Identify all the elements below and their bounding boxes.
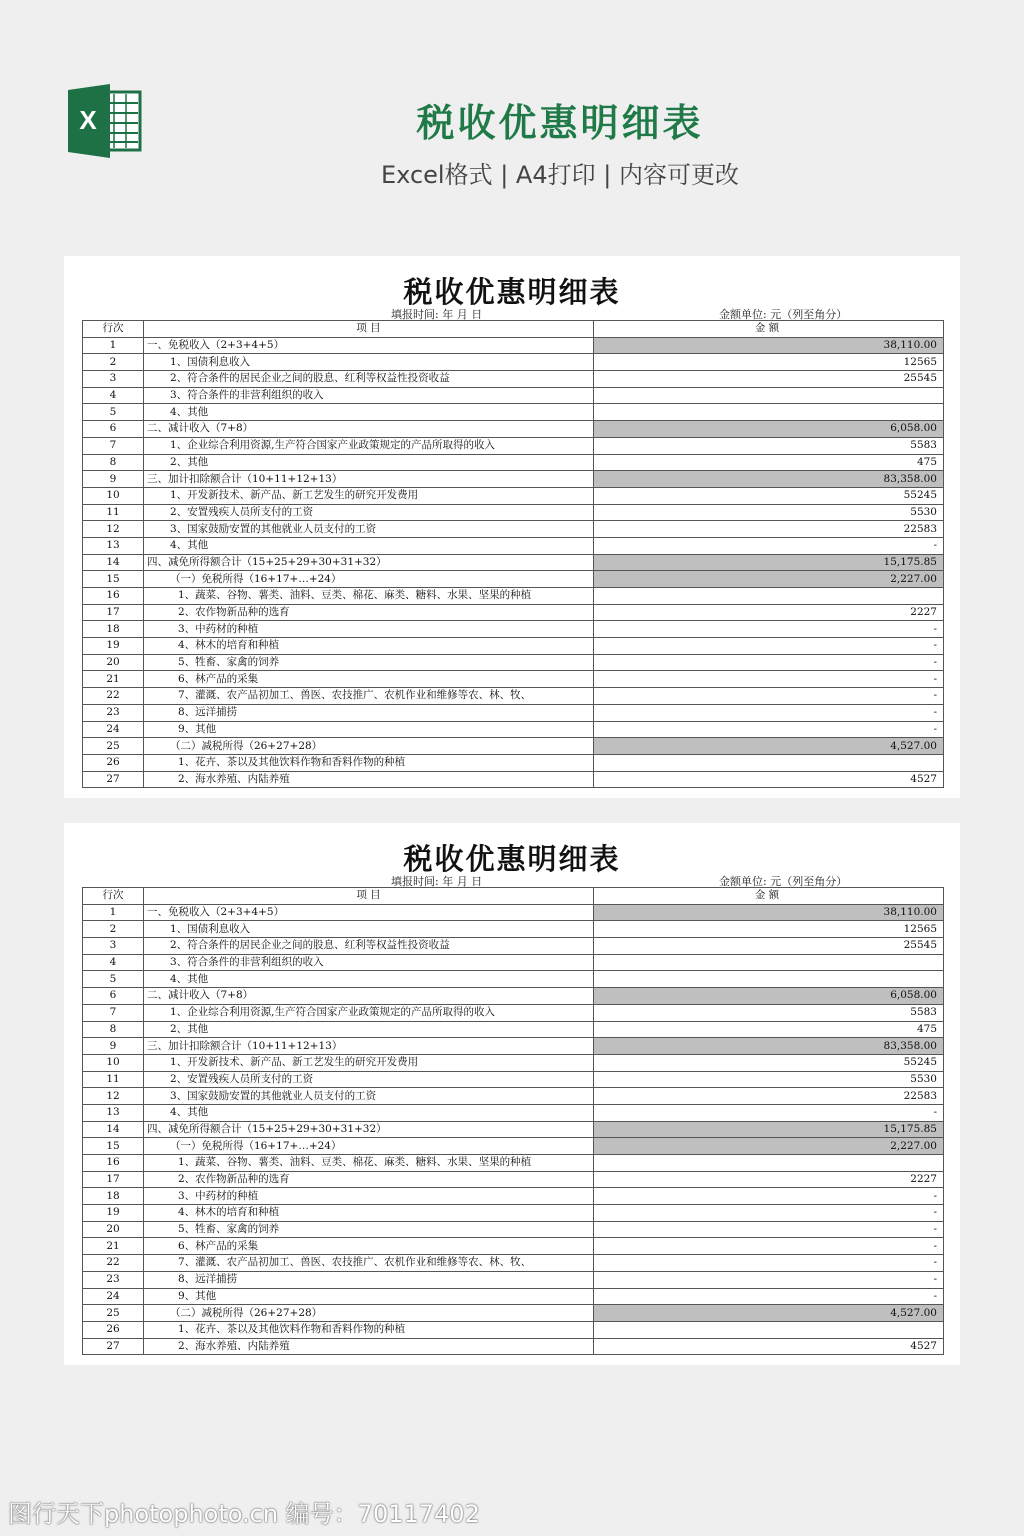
row-amount-cell: -	[594, 1221, 944, 1238]
row-amount-cell	[594, 1155, 944, 1172]
row-amount-cell: 2,227.00	[594, 1138, 944, 1155]
row-number-cell: 27	[83, 1338, 144, 1355]
row-number-cell: 13	[83, 537, 144, 554]
table-row	[83, 754, 944, 771]
table-row	[83, 721, 944, 738]
row-amount-cell	[594, 954, 944, 971]
table-row	[83, 421, 944, 438]
row-number-cell: 19	[83, 1205, 144, 1222]
table-row	[83, 1104, 944, 1121]
table-row	[83, 671, 944, 688]
row-amount-cell: 25545	[594, 938, 944, 955]
row-number-cell: 21	[83, 671, 144, 688]
table-row	[83, 1088, 944, 1105]
table-row	[83, 921, 944, 938]
table-row	[83, 1121, 944, 1138]
row-amount-cell: -	[594, 1288, 944, 1305]
row-number-cell: 12	[83, 521, 144, 538]
row-number-cell: 25	[83, 738, 144, 755]
row-amount-cell: -	[594, 704, 944, 721]
row-amount-cell	[594, 971, 944, 988]
table-row	[83, 1155, 944, 1172]
table-row	[83, 988, 944, 1005]
row-number-cell: 18	[83, 621, 144, 638]
row-item-cell: （二）减税所得（26+27+28）	[144, 1305, 594, 1322]
sheet-preview-2	[64, 823, 960, 1365]
table-row	[83, 771, 944, 788]
col-header-amount: 金 额	[594, 321, 944, 338]
row-number-cell: 16	[83, 1155, 144, 1172]
row-item-cell: （一）免税所得（16+17+…+24）	[144, 1138, 594, 1155]
row-number-cell: 17	[83, 604, 144, 621]
row-amount-cell: -	[594, 671, 944, 688]
row-item-cell: 3、中药材的种植	[144, 621, 594, 638]
row-item-cell: 2、海水养殖、内陆养殖	[144, 771, 594, 788]
row-amount-cell: 2227	[594, 1171, 944, 1188]
row-amount-cell: 83,358.00	[594, 1038, 944, 1055]
row-amount-cell: 38,110.00	[594, 904, 944, 921]
row-amount-cell	[594, 387, 944, 404]
table-header-row	[83, 888, 944, 905]
col-header-item: 项 目	[144, 321, 594, 338]
row-number-cell: 26	[83, 1321, 144, 1338]
row-number-cell: 25	[83, 1305, 144, 1322]
row-item-cell: 三、加计扣除额合计（10+11+12+13）	[144, 1038, 594, 1055]
table-row	[83, 604, 944, 621]
row-item-cell: 2、符合条件的居民企业之间的股息、红利等权益性投资收益	[144, 371, 594, 388]
table-row	[83, 1255, 944, 1272]
row-number-cell: 6	[83, 988, 144, 1005]
table-row	[83, 1171, 944, 1188]
row-number-cell: 3	[83, 938, 144, 955]
row-item-cell: 4、其他	[144, 971, 594, 988]
row-amount-cell: 12565	[594, 354, 944, 371]
sheet-preview-1	[64, 256, 960, 798]
amount-unit-label: 金额单位: 元（列至角分）	[719, 308, 848, 321]
table-row	[83, 1188, 944, 1205]
row-number-cell: 19	[83, 638, 144, 655]
row-amount-cell: -	[594, 1271, 944, 1288]
row-number-cell: 20	[83, 654, 144, 671]
row-item-cell: 1、花卉、茶以及其他饮料作物和香料作物的种植	[144, 754, 594, 771]
table-row	[83, 437, 944, 454]
row-item-cell: 8、远洋捕捞	[144, 704, 594, 721]
table-row	[83, 1021, 944, 1038]
row-number-cell: 17	[83, 1171, 144, 1188]
table-row	[83, 1338, 944, 1355]
page-subtitle: Excel格式 | A4打印 | 内容可更改	[381, 161, 739, 189]
row-item-cell: 1、国债利息收入	[144, 921, 594, 938]
table-row	[83, 337, 944, 354]
table-row	[83, 504, 944, 521]
row-amount-cell: -	[594, 621, 944, 638]
row-amount-cell	[594, 1321, 944, 1338]
page-header	[0, 0, 1024, 240]
table-row	[83, 1071, 944, 1088]
row-amount-cell: 5530	[594, 504, 944, 521]
row-amount-cell: 55245	[594, 487, 944, 504]
row-amount-cell: 38,110.00	[594, 337, 944, 354]
table-row	[83, 371, 944, 388]
row-number-cell: 21	[83, 1238, 144, 1255]
row-amount-cell: 2,227.00	[594, 571, 944, 588]
row-amount-cell: 83,358.00	[594, 471, 944, 488]
table-row	[83, 1221, 944, 1238]
row-number-cell: 8	[83, 454, 144, 471]
row-number-cell: 1	[83, 337, 144, 354]
fill-time-label: 填报时间: 年 月 日	[391, 875, 483, 888]
row-number-cell: 23	[83, 704, 144, 721]
table-row	[83, 971, 944, 988]
fill-time-label: 填报时间: 年 月 日	[391, 308, 483, 321]
row-item-cell: 4、林木的培育和种植	[144, 638, 594, 655]
row-number-cell: 10	[83, 1054, 144, 1071]
row-amount-cell: 22583	[594, 521, 944, 538]
table-row	[83, 1238, 944, 1255]
row-number-cell: 27	[83, 771, 144, 788]
row-item-cell: 1、企业综合利用资源,生产符合国家产业政策规定的产品所取得的收入	[144, 437, 594, 454]
row-item-cell: 3、国家鼓励安置的其他就业人员支付的工资	[144, 521, 594, 538]
table-row	[83, 454, 944, 471]
row-item-cell: 1、企业综合利用资源,生产符合国家产业政策规定的产品所取得的收入	[144, 1004, 594, 1021]
table-row	[83, 638, 944, 655]
table-row	[83, 704, 944, 721]
table-header-row	[83, 321, 944, 338]
col-header-item: 项 目	[144, 888, 594, 905]
table-row	[83, 1138, 944, 1155]
row-item-cell: 4、其他	[144, 1104, 594, 1121]
row-number-cell: 4	[83, 954, 144, 971]
table-row	[83, 688, 944, 705]
row-amount-cell: -	[594, 721, 944, 738]
row-amount-cell: -	[594, 654, 944, 671]
row-number-cell: 11	[83, 504, 144, 521]
row-item-cell: 1、蔬菜、谷物、薯类、油料、豆类、棉花、麻类、糖料、水果、坚果的种植	[144, 1155, 594, 1172]
row-amount-cell: -	[594, 1104, 944, 1121]
table-row	[83, 404, 944, 421]
row-item-cell: 3、符合条件的非营利组织的收入	[144, 954, 594, 971]
row-amount-cell: 25545	[594, 371, 944, 388]
table-row	[83, 387, 944, 404]
table-row	[83, 621, 944, 638]
row-amount-cell: 4527	[594, 771, 944, 788]
table-row	[83, 471, 944, 488]
table-row	[83, 904, 944, 921]
row-item-cell: 2、符合条件的居民企业之间的股息、红利等权益性投资收益	[144, 938, 594, 955]
table-row	[83, 1205, 944, 1222]
table-row	[83, 521, 944, 538]
row-number-cell: 8	[83, 1021, 144, 1038]
col-header-no: 行次	[83, 321, 144, 338]
row-item-cell: （一）免税所得（16+17+…+24）	[144, 571, 594, 588]
row-amount-cell: 5583	[594, 437, 944, 454]
row-amount-cell	[594, 588, 944, 605]
row-item-cell: 1、开发新技术、新产品、新工艺发生的研究开发费用	[144, 487, 594, 504]
amount-unit-label: 金额单位: 元（列至角分）	[719, 875, 848, 888]
row-number-cell: 7	[83, 437, 144, 454]
row-amount-cell: 22583	[594, 1088, 944, 1105]
table-row	[83, 1038, 944, 1055]
row-item-cell: 2、安置残疾人员所支付的工资	[144, 1071, 594, 1088]
row-item-cell: 一、免税收入（2+3+4+5）	[144, 904, 594, 921]
row-number-cell: 5	[83, 971, 144, 988]
row-item-cell: 9、其他	[144, 721, 594, 738]
row-amount-cell: 475	[594, 1021, 944, 1038]
row-item-cell: 5、牲畜、家禽的饲养	[144, 654, 594, 671]
row-amount-cell: 5583	[594, 1004, 944, 1021]
row-item-cell: 7、灌溉、农产品初加工、兽医、农技推广、农机作业和维修等农、林、牧、	[144, 1255, 594, 1272]
row-amount-cell	[594, 754, 944, 771]
row-amount-cell: 5530	[594, 1071, 944, 1088]
col-header-amount: 金 额	[594, 888, 944, 905]
row-amount-cell: 6,058.00	[594, 988, 944, 1005]
row-number-cell: 1	[83, 904, 144, 921]
excel-icon	[66, 84, 144, 158]
table-row	[83, 487, 944, 504]
row-item-cell: 2、农作物新品种的选育	[144, 1171, 594, 1188]
row-amount-cell: -	[594, 1188, 944, 1205]
table-row	[83, 588, 944, 605]
row-item-cell: 9、其他	[144, 1288, 594, 1305]
row-number-cell: 9	[83, 1038, 144, 1055]
row-number-cell: 12	[83, 1088, 144, 1105]
table-row	[83, 1321, 944, 1338]
row-number-cell: 5	[83, 404, 144, 421]
row-number-cell: 22	[83, 688, 144, 705]
row-item-cell: 2、安置残疾人员所支付的工资	[144, 504, 594, 521]
row-item-cell: 1、花卉、茶以及其他饮料作物和香料作物的种植	[144, 1321, 594, 1338]
tax-table	[82, 320, 944, 788]
row-amount-cell: -	[594, 537, 944, 554]
row-item-cell: 4、其他	[144, 404, 594, 421]
row-item-cell: 7、灌溉、农产品初加工、兽医、农技推广、农机作业和维修等农、林、牧、	[144, 688, 594, 705]
row-item-cell: 3、符合条件的非营利组织的收入	[144, 387, 594, 404]
row-item-cell: 四、减免所得额合计（15+25+29+30+31+32）	[144, 554, 594, 571]
row-amount-cell: -	[594, 1205, 944, 1222]
row-number-cell: 15	[83, 1138, 144, 1155]
row-amount-cell: 4527	[594, 1338, 944, 1355]
row-amount-cell: 475	[594, 454, 944, 471]
row-item-cell: 1、国债利息收入	[144, 354, 594, 371]
page-title: 税收优惠明细表	[416, 101, 704, 145]
table-row	[83, 1305, 944, 1322]
table-row	[83, 1271, 944, 1288]
row-number-cell: 16	[83, 588, 144, 605]
table-row	[83, 1054, 944, 1071]
row-amount-cell: 55245	[594, 1054, 944, 1071]
row-number-cell: 4	[83, 387, 144, 404]
row-amount-cell: -	[594, 638, 944, 655]
table-row	[83, 537, 944, 554]
row-number-cell: 26	[83, 754, 144, 771]
row-amount-cell: 15,175.85	[594, 1121, 944, 1138]
row-amount-cell: 6,058.00	[594, 421, 944, 438]
row-number-cell: 13	[83, 1104, 144, 1121]
row-amount-cell: 2227	[594, 604, 944, 621]
row-amount-cell: -	[594, 688, 944, 705]
row-item-cell: 3、中药材的种植	[144, 1188, 594, 1205]
col-header-no: 行次	[83, 888, 144, 905]
table-row	[83, 1004, 944, 1021]
row-item-cell: 二、减计收入（7+8）	[144, 988, 594, 1005]
row-amount-cell	[594, 404, 944, 421]
row-number-cell: 10	[83, 487, 144, 504]
row-number-cell: 3	[83, 371, 144, 388]
row-item-cell: 1、蔬菜、谷物、薯类、油料、豆类、棉花、麻类、糖料、水果、坚果的种植	[144, 588, 594, 605]
row-amount-cell: -	[594, 1255, 944, 1272]
row-amount-cell: 4,527.00	[594, 738, 944, 755]
row-amount-cell: 12565	[594, 921, 944, 938]
row-number-cell: 24	[83, 721, 144, 738]
row-item-cell: 3、国家鼓励安置的其他就业人员支付的工资	[144, 1088, 594, 1105]
row-number-cell: 15	[83, 571, 144, 588]
row-item-cell: 4、林木的培育和种植	[144, 1205, 594, 1222]
row-item-cell: 2、其他	[144, 454, 594, 471]
row-item-cell: 5、牲畜、家禽的饲养	[144, 1221, 594, 1238]
row-item-cell: 2、海水养殖、内陆养殖	[144, 1338, 594, 1355]
table-row	[83, 738, 944, 755]
row-number-cell: 2	[83, 921, 144, 938]
row-item-cell: 6、林产品的采集	[144, 1238, 594, 1255]
table-row	[83, 354, 944, 371]
row-amount-cell: 15,175.85	[594, 554, 944, 571]
sheet-title: 税收优惠明细表	[403, 842, 621, 876]
row-item-cell: 一、免税收入（2+3+4+5）	[144, 337, 594, 354]
row-item-cell: 2、农作物新品种的选育	[144, 604, 594, 621]
row-item-cell: 1、开发新技术、新产品、新工艺发生的研究开发费用	[144, 1054, 594, 1071]
row-number-cell: 23	[83, 1271, 144, 1288]
row-item-cell: 三、加计扣除额合计（10+11+12+13）	[144, 471, 594, 488]
row-item-cell: 6、林产品的采集	[144, 671, 594, 688]
row-number-cell: 14	[83, 1121, 144, 1138]
row-number-cell: 11	[83, 1071, 144, 1088]
table-row	[83, 654, 944, 671]
row-number-cell: 22	[83, 1255, 144, 1272]
row-number-cell: 20	[83, 1221, 144, 1238]
sheet-title: 税收优惠明细表	[403, 275, 621, 309]
row-item-cell: 8、远洋捕捞	[144, 1271, 594, 1288]
table-row	[83, 1288, 944, 1305]
table-row	[83, 554, 944, 571]
row-item-cell: 2、其他	[144, 1021, 594, 1038]
svg-text:X: X	[79, 105, 97, 135]
row-number-cell: 6	[83, 421, 144, 438]
table-row	[83, 954, 944, 971]
table-row	[83, 938, 944, 955]
watermark-text: 图行天下photophoto.cn 编号：70117402	[8, 1500, 480, 1528]
row-number-cell: 7	[83, 1004, 144, 1021]
row-number-cell: 18	[83, 1188, 144, 1205]
row-item-cell: （二）减税所得（26+27+28）	[144, 738, 594, 755]
table-row	[83, 571, 944, 588]
row-number-cell: 2	[83, 354, 144, 371]
row-amount-cell: 4,527.00	[594, 1305, 944, 1322]
row-number-cell: 9	[83, 471, 144, 488]
tax-table	[82, 887, 944, 1355]
row-item-cell: 二、减计收入（7+8）	[144, 421, 594, 438]
row-item-cell: 4、其他	[144, 537, 594, 554]
row-item-cell: 四、减免所得额合计（15+25+29+30+31+32）	[144, 1121, 594, 1138]
row-number-cell: 24	[83, 1288, 144, 1305]
row-amount-cell: -	[594, 1238, 944, 1255]
row-number-cell: 14	[83, 554, 144, 571]
